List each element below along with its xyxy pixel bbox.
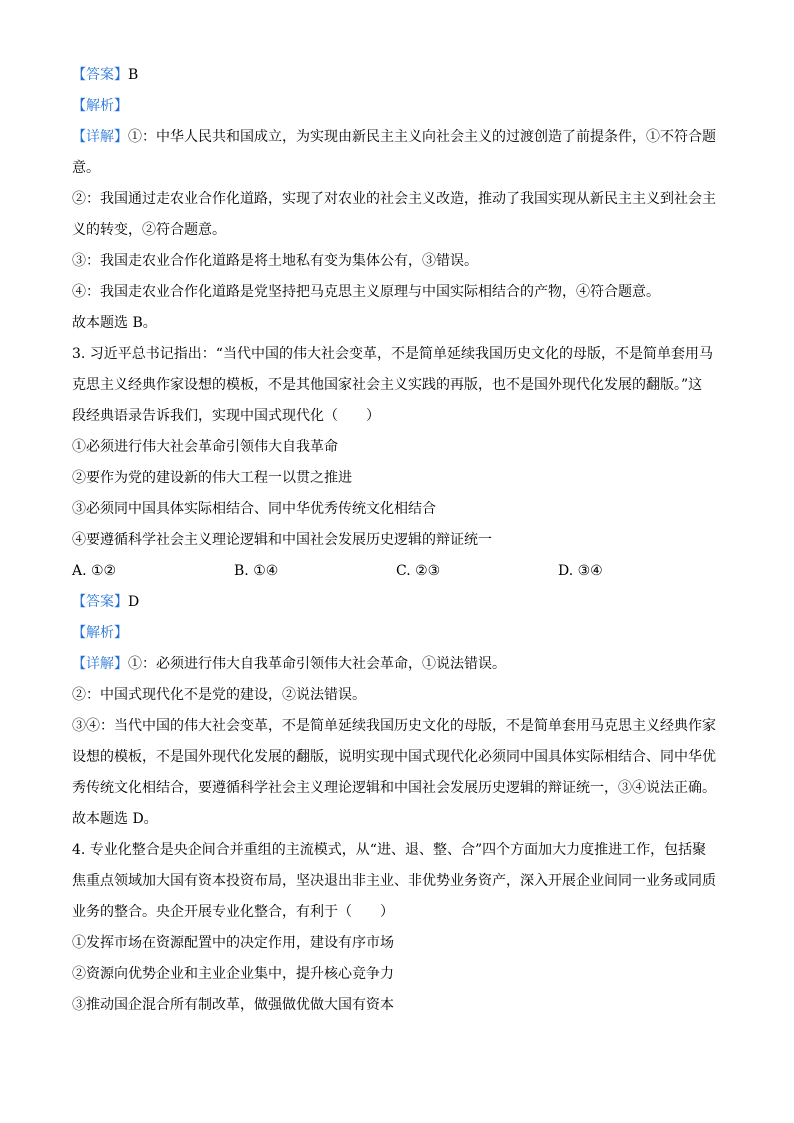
- detail-tag: 【详解】: [72, 656, 128, 672]
- q3-stem: 克思主义经典作家设想的模板，不是其他国家社会主义实践的再版，也不是国外现代化发展的翻版。”这: [72, 377, 703, 393]
- document-page: [72, 60, 722, 1021]
- q2-analysis-line: [72, 91, 722, 122]
- q3-statement: ①必须进行伟大社会革命引领伟大自我革命: [72, 439, 338, 455]
- q3-detail-text: ②：中国式现代化不是党的建设，②说法错误。: [72, 687, 366, 703]
- answer-tag: 【答案】: [72, 67, 128, 83]
- q3-detail-text: 秀传统文化相结合，要遵循科学社会主义理论逻辑和中国社会发展历史逻辑的辩证统一，③④说法正确。: [72, 780, 716, 796]
- q3-answer-line: [72, 587, 722, 618]
- q2-answer-line: [72, 60, 722, 91]
- q3-options: [72, 556, 722, 587]
- q3-option-c: C. ②③: [396, 563, 441, 579]
- q2-detail-text: ①：中华人民共和国成立，为实现由新民主主义向社会主义的过渡创造了前提条件，①不符合题: [128, 129, 716, 145]
- q3-detail-line: [72, 649, 722, 680]
- answer-tag: 【答案】: [72, 594, 128, 610]
- q3-analysis-line: [72, 618, 722, 649]
- q3-statement: ③必须同中国具体实际相结合、同中华优秀传统文化相结合: [72, 501, 436, 517]
- q3-statement: ④要遵循科学社会主义理论逻辑和中国社会发展历史逻辑的辩证统一: [72, 532, 492, 548]
- q2-detail-text: 意。: [72, 160, 100, 176]
- q4-statement: ①发挥市场在资源配置中的决定作用，建设有序市场: [72, 935, 394, 951]
- detail-tag: 【详解】: [72, 129, 128, 145]
- q4-stem: 4. 专业化整合是央企间合并重组的主流模式，从“进、退、整、合”四个方面加大力度推进工作，包括聚: [72, 842, 707, 858]
- q2-detail-text: ②：我国通过走农业合作化道路，实现了对农业的社会主义改造，推动了我国实现从新民主主义到社会主: [72, 191, 716, 207]
- q4-statement: ②资源向优势企业和主业企业集中，提升核心竞争力: [72, 966, 394, 982]
- q3-detail-text: ①：必须进行伟大自我革命引领伟大社会革命，①说法错误。: [128, 656, 506, 672]
- q2-detail-text: ③：我国走农业合作化道路是将土地私有变为集体公有，③错误。: [72, 253, 478, 269]
- q4-stem: 业务的整合。央企开展专业化整合，有利于（ ）: [72, 904, 394, 920]
- analysis-tag: 【解析】: [72, 98, 128, 114]
- q3-stem: 段经典语录告诉我们，实现中国式现代化（ ）: [72, 408, 380, 424]
- q2-conclusion: 故本题选 B。: [72, 315, 157, 331]
- q3-answer: D: [128, 594, 140, 610]
- q2-detail-text: 义的转变，②符合题意。: [72, 222, 226, 238]
- analysis-tag: 【解析】: [72, 625, 128, 641]
- q3-option-a: A. ①②: [72, 563, 117, 579]
- q2-detail-line: [72, 122, 722, 153]
- q4-statement: ③推动国企混合所有制改革，做强做优做大国有资本: [72, 997, 394, 1013]
- q3-stem: 3. 习近平总书记指出：“当代中国的伟大社会变革，不是简单延续我国历史文化的母版，不是简单套用马: [72, 346, 713, 362]
- q4-stem: 焦重点领域加大国有资本投资布局，坚决退出非主业、非优势业务资产，深入开展企业间同一业务或同质: [72, 873, 716, 889]
- q3-option-b: B. ①④: [234, 563, 279, 579]
- q2-answer: B: [128, 67, 139, 83]
- q3-option-d: D. ③④: [558, 563, 603, 579]
- q3-detail-text: 设想的模板，不是国外现代化发展的翻版，说明实现中国式现代化必须同中国具体实际相结合、同中华优: [72, 749, 716, 765]
- q3-statement: ②要作为党的建设新的伟大工程一以贯之推进: [72, 470, 352, 486]
- q3-detail-text: ③④：当代中国的伟大社会变革，不是简单延续我国历史文化的母版，不是简单套用马克思主义经典作家: [72, 718, 716, 734]
- q2-detail-text: ④：我国走农业合作化道路是党坚持把马克思主义原理与中国实际相结合的产物，④符合题意。: [72, 284, 660, 300]
- q3-conclusion: 故本题选 D。: [72, 811, 158, 827]
